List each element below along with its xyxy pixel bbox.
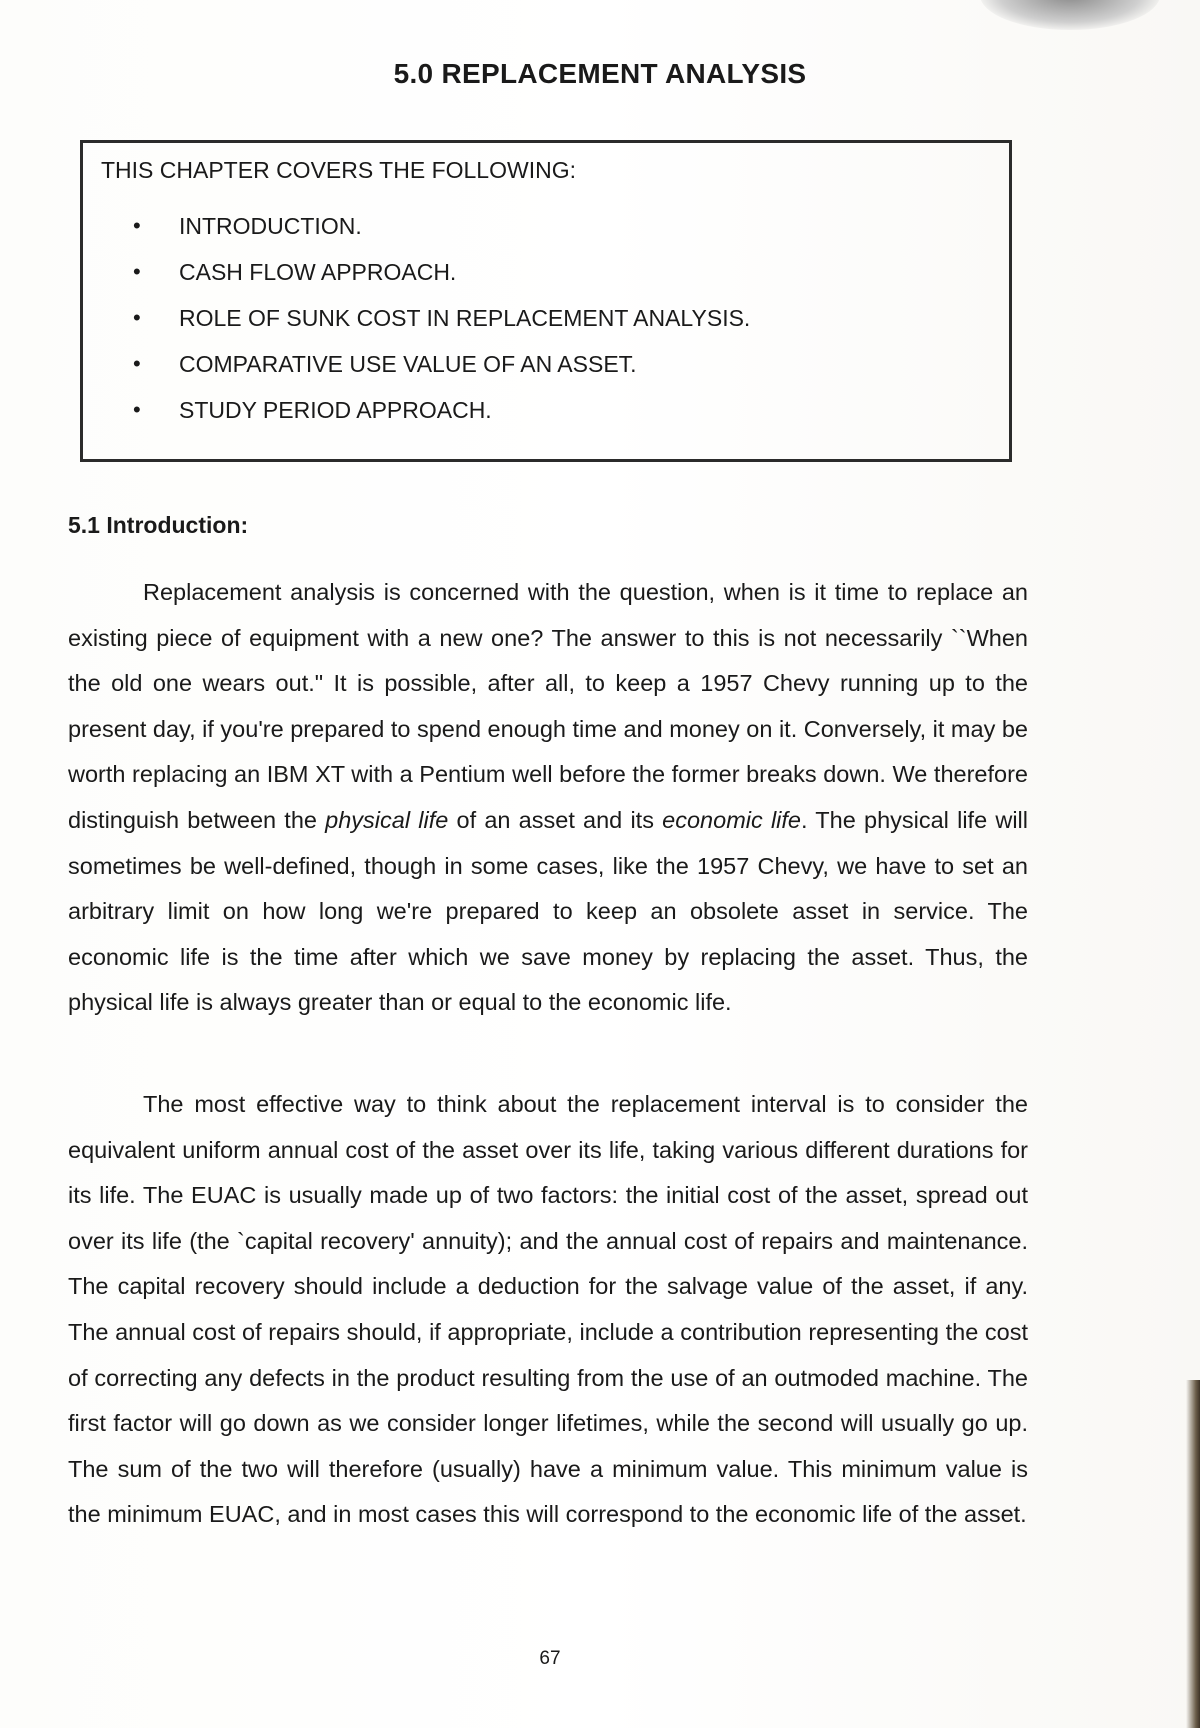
paragraph-text: of an asset and its: [448, 806, 663, 833]
coverage-list-item: • COMPARATIVE USE VALUE OF AN ASSET.: [131, 351, 750, 397]
paragraph-text: Replacement analysis is concerned with the question, when is it time to replace an existing piece of equipment with a new one? The answer to this is not necessarily ``When the old one wears out." It is possible, after all, to keep a 1957 Chevy running up to the present day, if you're prepared to spend enough time and money on it. Conversely, it may be worth replacing an IBM XT with a Pentium well before the former breaks down. We therefore distinguish between the: [68, 579, 1028, 833]
coverage-list-item: • INTRODUCTION.: [131, 213, 750, 259]
coverage-list-item: • CASH FLOW APPROACH.: [131, 259, 750, 305]
page-edge-shadow: [1186, 1380, 1200, 1728]
coverage-list-item: • STUDY PERIOD APPROACH.: [131, 397, 750, 443]
emphasis-physical-life: physical life: [325, 806, 449, 833]
chapter-coverage-box: [80, 140, 1012, 462]
coverage-list: [131, 213, 750, 443]
coverage-list-item: • ROLE OF SUNK COST IN REPLACEMENT ANALYSIS.: [131, 305, 750, 351]
emphasis-economic-life: economic life: [662, 806, 801, 833]
introduction-paragraph-1: [68, 570, 1028, 1026]
chapter-title: 5.0 REPLACEMENT ANALYSIS: [393, 58, 807, 89]
coverage-box-heading: THIS CHAPTER COVERS THE FOLLOWING:: [101, 157, 576, 183]
introduction-paragraph-2: The most effective way to think about the replacement interval is to consider the equivalent uniform annual cost of the asset over its life, taking various different durations for its life. The EUAC is usually made up of two factors: the initial cost of the asset, spread out over its life (the `capital recovery' annuity); and the annual cost of repairs and maintenance. The capital recovery should include a deduction for the salvage value of the asset, if any. The annual cost of repairs should, if appropriate, include a contribution representing the cost of correcting any defects in the product resulting from the use of an outmoded machine. The first factor will go down as we consider longer lifetimes, while the second will usually go up. The sum of the two will therefore (usually) have a minimum value. This minimum value is the minimum EUAC, and in most cases this will correspond to the economic life of the asset.: [68, 1091, 1028, 1528]
paragraph-text: . The physical life will sometimes be well-defined, though in some cases, like the 1957 Chevy, we have to set an arbitrary limit on how long we're prepared to keep an obsolete asset in service. The economic life is the time after which we save money by replacing the asset. Thus, the physical life is always greater than or equal to the economic life.: [68, 806, 1028, 1016]
page-number: 67: [539, 1648, 561, 1669]
page-corner-shadow: [980, 0, 1160, 30]
section-heading: 5.1 Introduction:: [68, 512, 249, 538]
